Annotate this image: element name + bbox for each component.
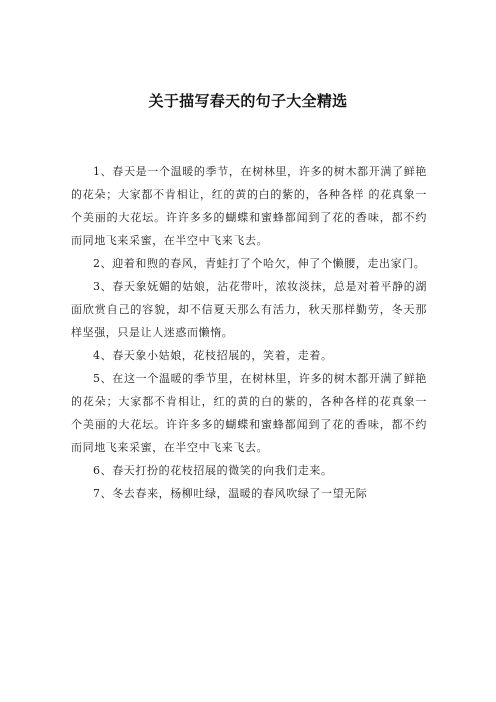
paragraph-2: 2、迎着和煦的春风，青蛙打了个哈欠，伸了个懒腰，走出家门。 xyxy=(93,257,426,270)
document-title: 关于描写春天的句子大全精选 xyxy=(148,92,348,110)
paragraph-3: 3、春天象妩媚的姑娘，沾花带叶，浓妆淡抹，总是对着平静的湖面欣赏自己的容貌，却不信夏天那么有活力，秋天那样勤劳，冬天那样坚强，只是让人迷惑而懒惰。 xyxy=(71,280,427,339)
paragraph-7: 7、冬去春来，杨柳吐绿，温暖的春风吹绿了一望无际 xyxy=(93,487,368,500)
paragraph-4: 4、春天象小姑娘，花枝招展的，笑着，走着。 xyxy=(93,349,333,362)
paragraph-5: 5、在这一个温暖的季节里，在树林里，许多的树木都开满了鲜艳的花朵；大家都不肯相让，红的黄的白的紫的，各种各样的花真象一个美丽的大花坛。许许多多的蝴蝶和蜜蜂都闻到了花的香味，都不约而同地飞来采蜜，在半空中飞来飞去。 xyxy=(71,372,427,454)
paragraph-1: 1、春天是一个温暖的季节，在树林里，许多的树木都开满了鲜艳的花朵；大家都不肯相让，红的黄的白的紫的，各种各样 的花真象一个美丽的大花坛。许许多多的蝴蝶和蜜蜂都闻到了花的香味，都不约而同地飞来采蜜，在半空中飞来飞去。 xyxy=(71,165,427,247)
document-body xyxy=(71,160,427,505)
paragraph-6: 6、春天打扮的花枝招展的微笑的向我们走来。 xyxy=(93,464,333,477)
